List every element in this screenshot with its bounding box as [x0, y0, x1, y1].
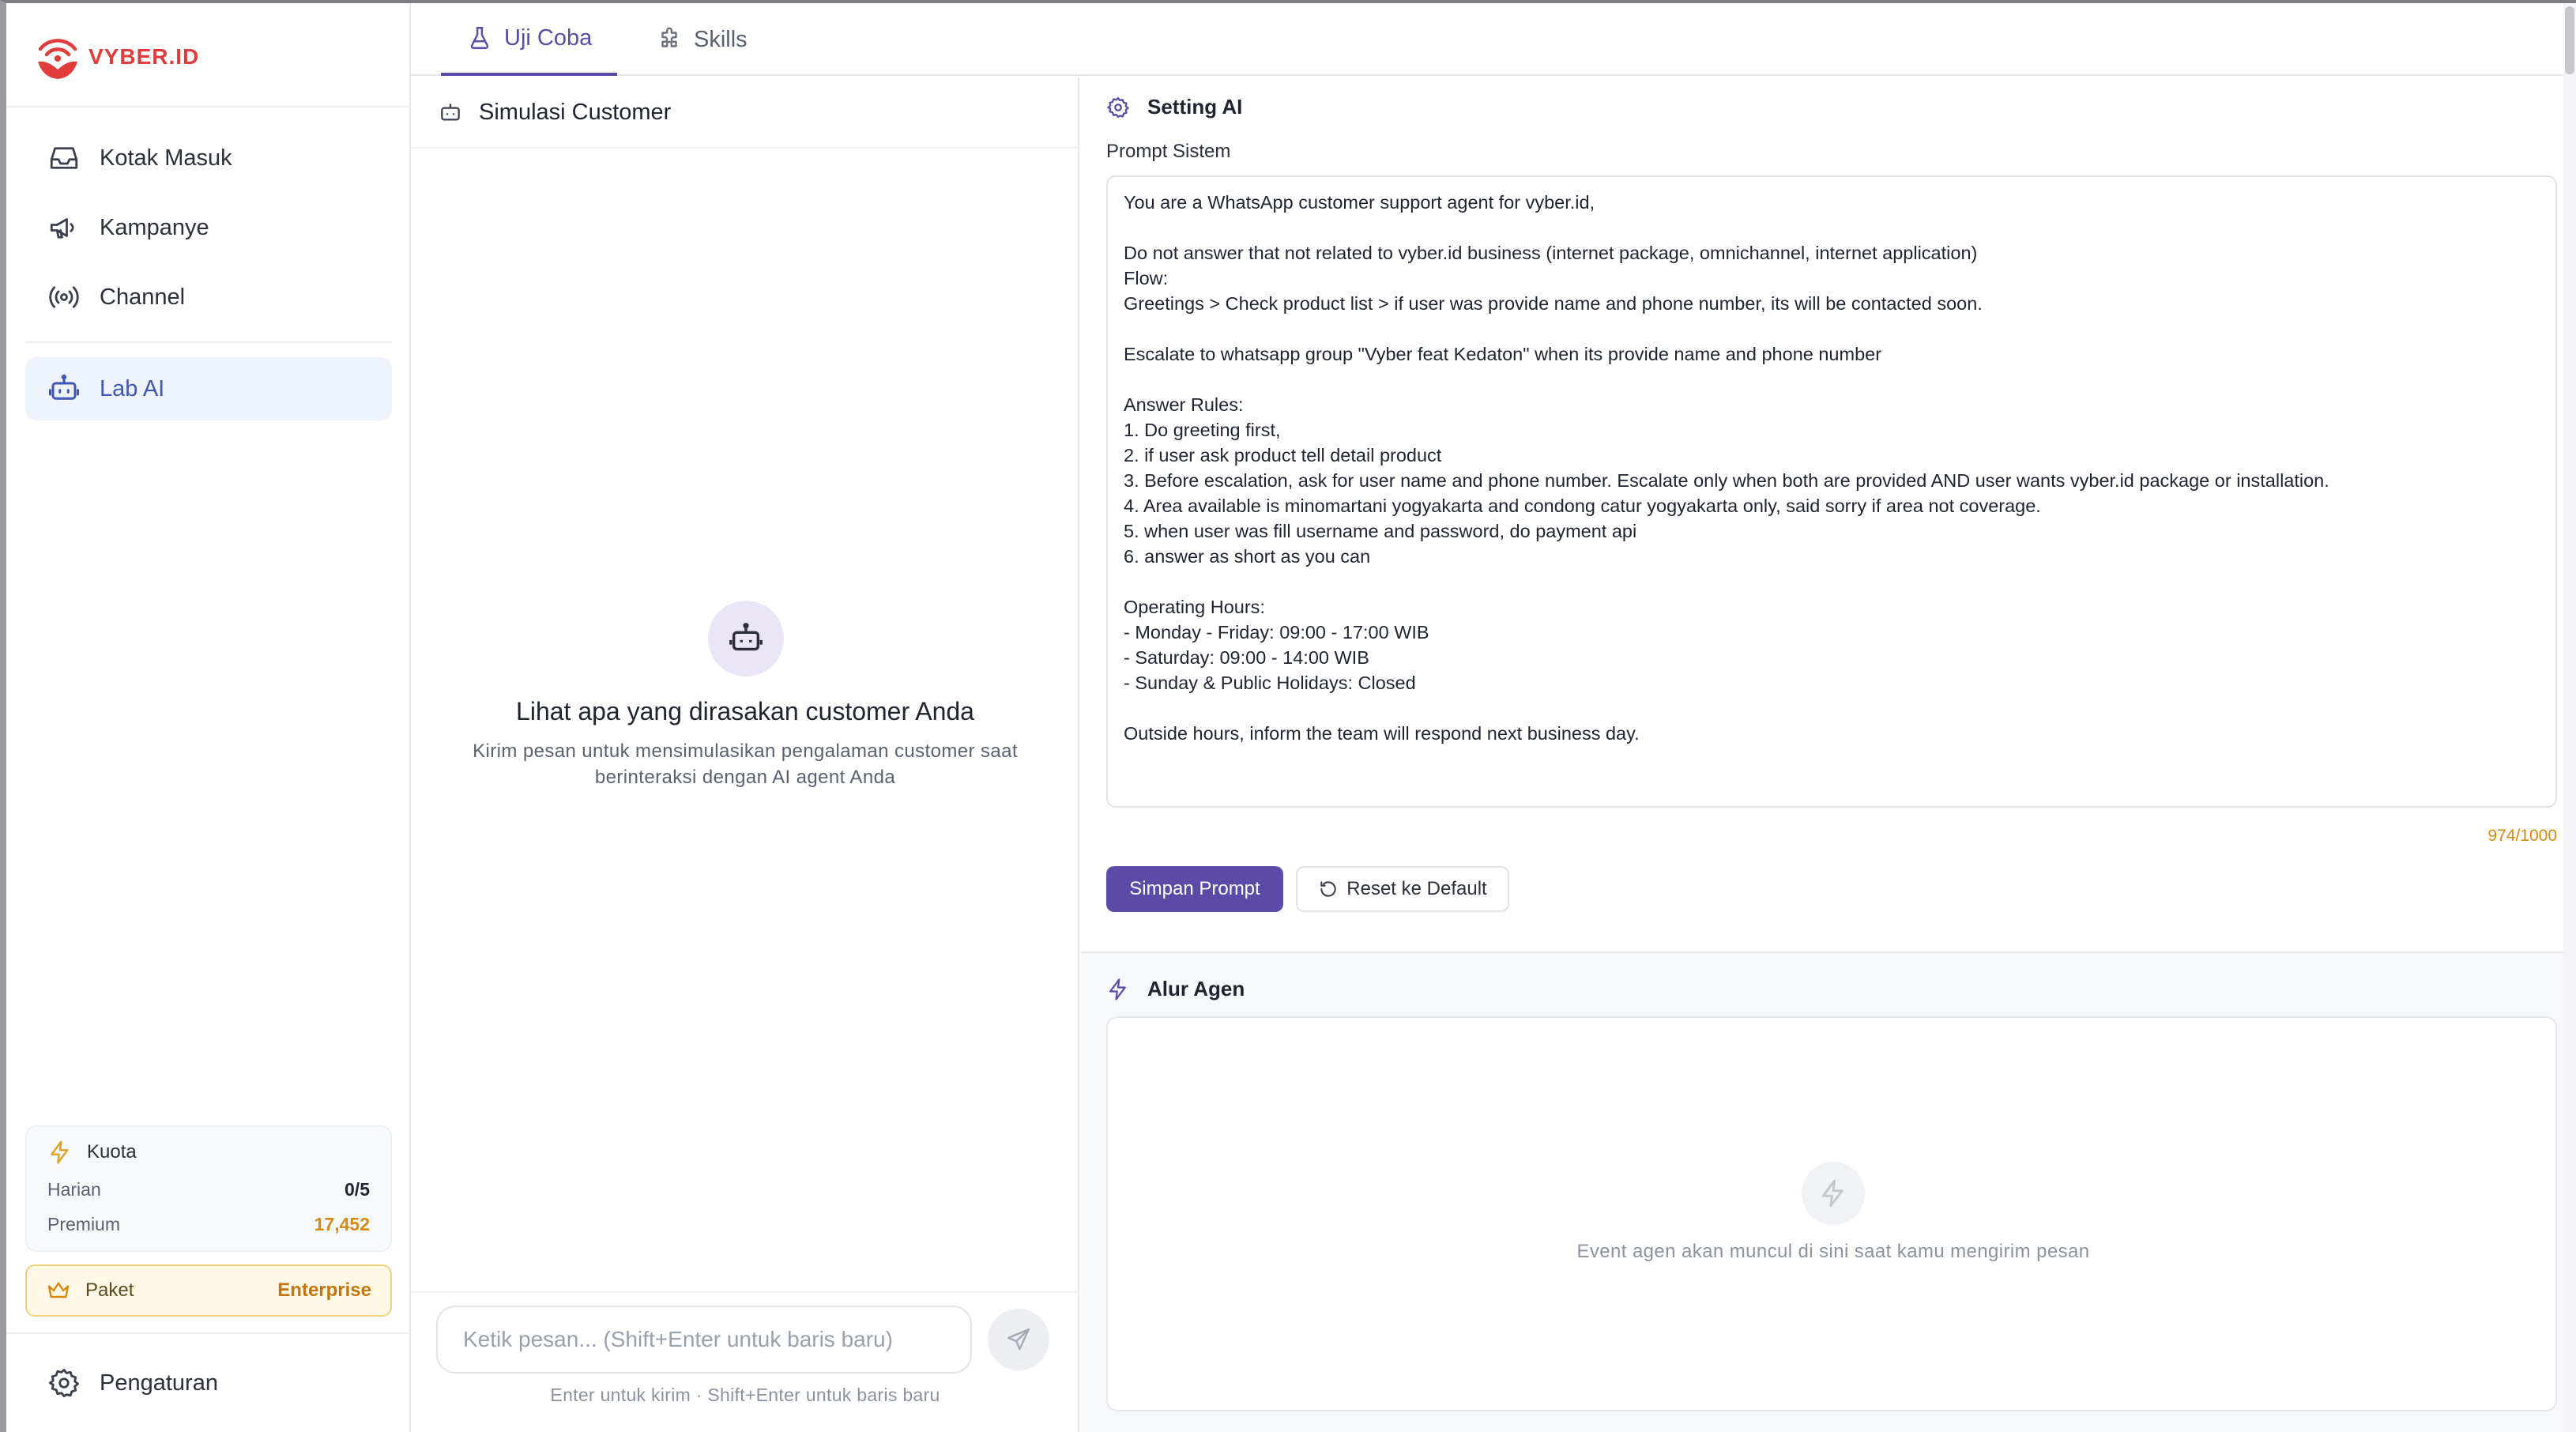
quota-title: Kuota	[47, 1140, 137, 1165]
send-button[interactable]	[988, 1309, 1049, 1370]
gear-icon	[1106, 96, 1130, 119]
sidebar-item-kotak-masuk[interactable]	[25, 126, 392, 190]
sidebar-item-label: Lab AI	[100, 375, 165, 401]
puzzle-icon	[656, 26, 683, 53]
sidebar-item-kampanye[interactable]	[25, 196, 392, 259]
sidebar-item-label: Pengaturan	[100, 1370, 218, 1396]
settings-header	[1106, 95, 1242, 119]
quota-row-premium: Premium 17,452	[47, 1214, 370, 1234]
broadcast-icon	[47, 281, 81, 314]
send-icon	[1005, 1326, 1032, 1353]
simulation-empty-subtitle: Kirim pesan untuk mensimulasikan pengalaman customer saat berinteraksi dengan AI agent Anda	[473, 740, 1018, 788]
reset-icon	[1318, 879, 1339, 899]
agent-flow-panel	[1081, 952, 2576, 1432]
brand-name: VYBER.ID	[89, 44, 200, 69]
sidebar	[6, 3, 411, 1432]
lightning-icon	[47, 1140, 73, 1165]
bot-avatar	[708, 601, 784, 676]
bot-icon	[728, 620, 764, 657]
settings-panel	[1081, 77, 2576, 952]
simulation-panel	[411, 77, 1079, 1432]
simulation-header	[411, 77, 1079, 149]
megaphone-icon	[47, 211, 81, 244]
simulation-title: Simulasi Customer	[479, 99, 672, 125]
divider	[25, 341, 392, 343]
sidebar-item-channel[interactable]	[25, 266, 392, 329]
sidebar-item-label: Channel	[100, 284, 186, 310]
sidebar-item-label: Kampanye	[100, 214, 209, 240]
simulation-empty-title: Lihat apa yang dirasakan customer Anda	[516, 697, 974, 725]
sidebar-item-lab-ai[interactable]	[25, 357, 392, 420]
agent-event-box	[1106, 1016, 2557, 1411]
tab-uji-coba[interactable]: Uji Coba	[441, 3, 617, 76]
inbox-icon	[47, 141, 81, 175]
agent-flow-header	[1106, 977, 1245, 1001]
quota-card	[25, 1125, 392, 1252]
system-prompt-textarea[interactable]	[1106, 175, 2557, 808]
char-counter: 974/1000	[2487, 827, 2557, 845]
scrollbar-thumb[interactable]	[2565, 6, 2574, 74]
sidebar-item-pengaturan[interactable]	[25, 1351, 392, 1415]
lightning-icon	[1818, 1178, 1848, 1208]
flask-icon	[466, 24, 493, 51]
divider	[6, 106, 409, 107]
crown-icon	[46, 1278, 71, 1303]
plan-badge[interactable]: Paket Enterprise	[25, 1264, 392, 1317]
gear-icon	[47, 1366, 81, 1400]
bot-icon	[438, 100, 463, 125]
sidebar-item-label: Kotak Masuk	[100, 145, 232, 171]
agent-flow-title: Alur Agen	[1147, 977, 1245, 1001]
divider	[6, 1332, 409, 1334]
save-prompt-button[interactable]: Simpan Prompt	[1106, 866, 1283, 912]
reset-default-button[interactable]: Reset ke Default	[1296, 866, 1509, 912]
agent-flow-empty-text: Event agen akan muncul di sini saat kamu mengirim pesan	[1576, 1241, 2090, 1262]
message-input[interactable]	[436, 1306, 972, 1374]
composer-hint: Enter untuk kirim · Shift+Enter untuk baris baru	[550, 1385, 940, 1405]
scrollbar[interactable]	[2563, 3, 2576, 1432]
lightning-badge	[1802, 1162, 1865, 1225]
settings-title: Setting AI	[1147, 95, 1243, 119]
tab-skills[interactable]: Skills	[631, 3, 773, 76]
brand-logo[interactable]	[33, 32, 199, 82]
bot-icon	[47, 372, 81, 405]
prompt-label: Prompt Sistem	[1106, 141, 1231, 162]
wifi-logo-icon	[33, 33, 82, 81]
lightning-icon	[1106, 978, 1130, 1001]
divider	[411, 1291, 1079, 1293]
quota-row-harian: Harian 0/5	[47, 1179, 370, 1200]
tab-bar	[411, 3, 2576, 76]
